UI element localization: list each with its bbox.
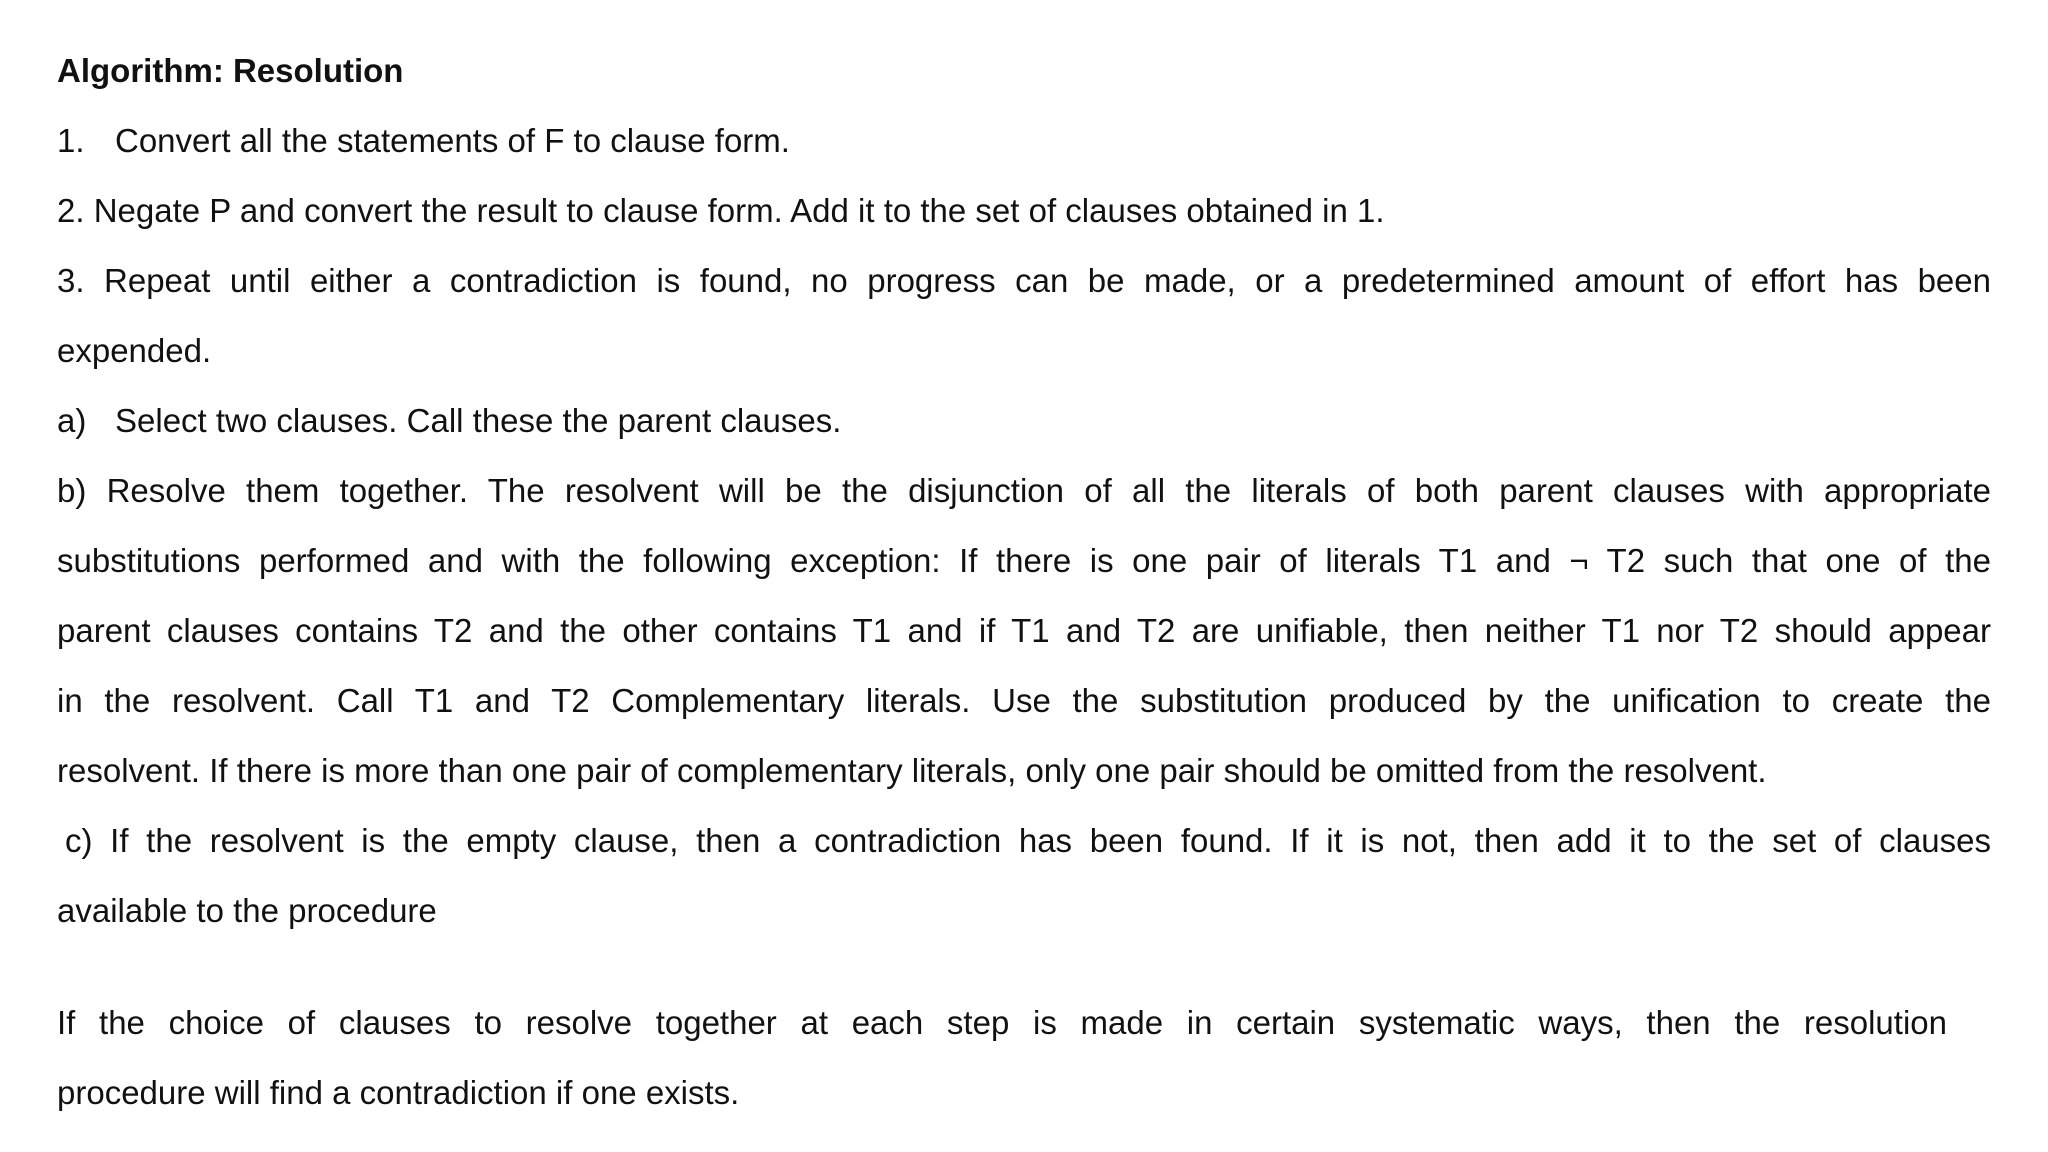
step-3a-label: a) [57, 402, 87, 439]
step-1-label: 1. [57, 122, 85, 159]
step-3b-line-1: b) Resolve them together. The resolvent will be the disjunction of all the literals of both parent clauses with appropriate [57, 472, 1991, 509]
step-3a [57, 386, 1991, 456]
step-2: 2. Negate P and convert the result to clause form. Add it to the set of clauses obtained in 1. [57, 192, 1385, 229]
step-3a-text: Select two clauses. Call these the parent clauses. [115, 402, 842, 439]
conclusion-line-2: procedure will find a contradiction if one exists. [57, 1074, 740, 1111]
step-1-text: Convert all the statements of F to clause form. [115, 122, 790, 159]
step-3b-line-5: resolvent. If there is more than one pair of complementary literals, only one pair should be omitted from the resolvent. [57, 752, 1767, 789]
step-3c-line-2: available to the procedure [57, 892, 437, 929]
step-3-line-1: 3. Repeat until either a contradiction is found, no progress can be made, or a predetermined amount of effort has been [57, 262, 1991, 299]
conclusion-line-1: If the choice of clauses to resolve together at each step is made in certain systematic ways, then the resolution [57, 1004, 1947, 1041]
step-3-line-2: expended. [57, 332, 212, 369]
step-3b-line-4: in the resolvent. Call T1 and T2 Complementary literals. Use the substitution produced by the unification to create the [57, 682, 1991, 719]
document-page [57, 36, 1991, 1128]
step-1 [57, 106, 1991, 176]
step-3c-line-1: c) If the resolvent is the empty clause, then a contradiction has been found. If it is not, then add it to the set of clauses [65, 822, 1991, 859]
step-3b-line-3: parent clauses contains T2 and the other contains T1 and if T1 and T2 are unifiable, then neither T1 nor T2 should appear [57, 612, 1991, 649]
algorithm-title: Algorithm: Resolution [57, 52, 404, 89]
step-3b-line-2: substitutions performed and with the following exception: If there is one pair of literals T1 and ¬ T2 such that one of the [57, 542, 1991, 579]
paragraph-gap [57, 946, 1991, 988]
